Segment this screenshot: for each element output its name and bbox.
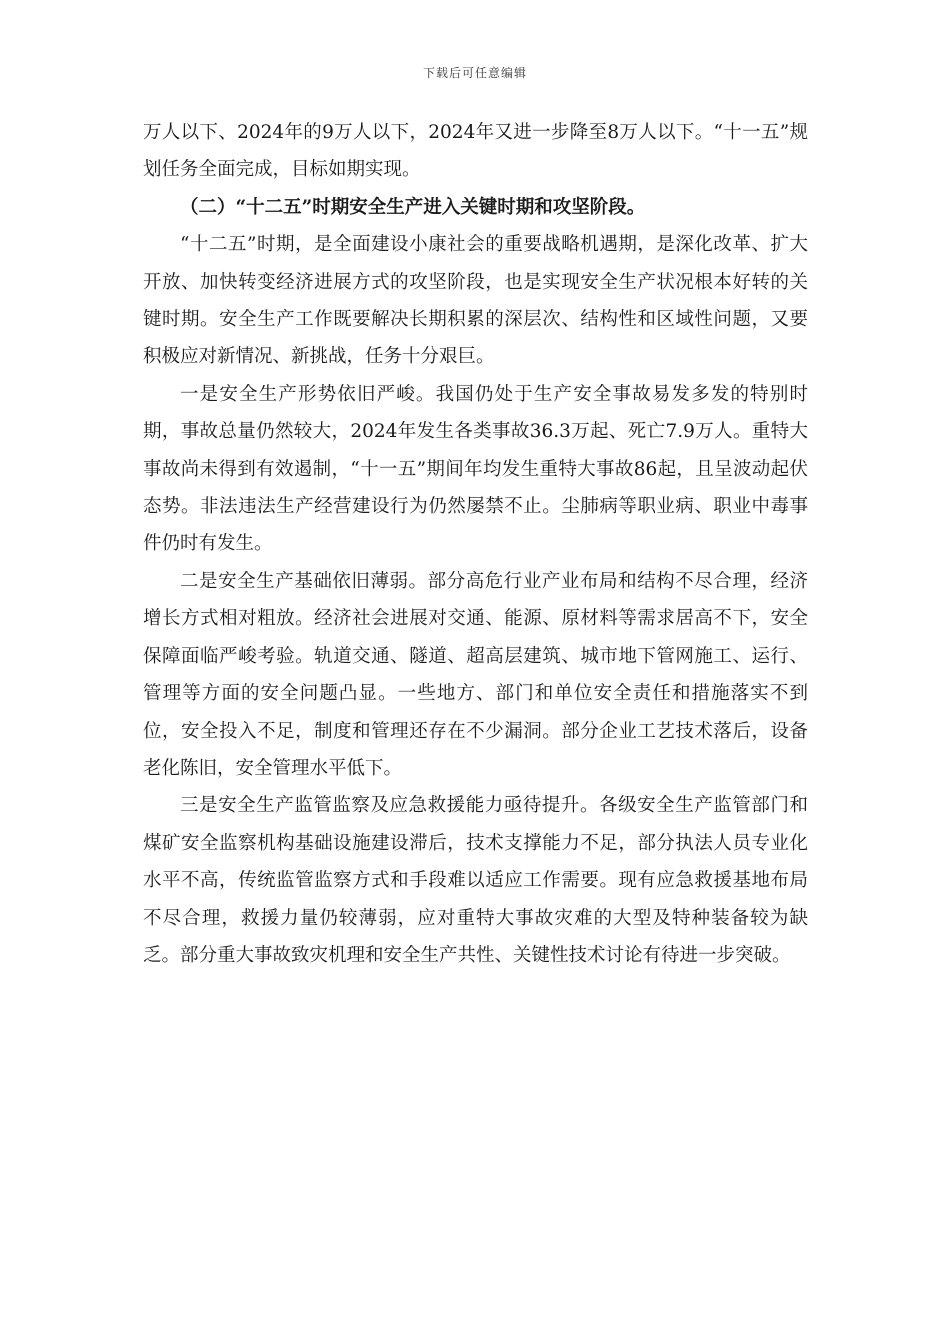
document-body (143, 114, 808, 974)
paragraph-point-one: 一是安全生产形势依旧严峻。我国仍处于生产安全事故易发多发的特别时期，事故总量仍然较大，2024年发生各类事故36.3万起、死亡7.9万人。重特大事故尚未得到有效遏制，“十一五”期间年均发生重特大事故86起，且呈波动起伏态势。非法违法生产经营建设行为仍然屡禁不止。尘肺病等职业病、职业中毒事件仍时有发生。 (143, 383, 808, 555)
paragraph-point-three: 三是安全生产监管监察及应急救援能力亟待提升。各级安全生产监管部门和煤矿安全监察机构基础设施建设滞后，技术支撑能力不足，部分执法人员专业化水平不高，传统监管监察方式和手段难以适应工作需要。现有应急救援基地布局不尽合理，救援力量仍较薄弱，应对重特大事故灾难的大型及特种装备较为缺乏。部分重大事故致灾机理和安全生产共性、关键性技术讨论有待进一步突破。 (143, 795, 808, 966)
paragraph-point-two: 二是安全生产基础依旧薄弱。部分高危行业产业布局和结构不尽合理，经济增长方式相对粗放。经济社会进展对交通、能源、原材料等需求居高不下，安全保障面临严峻考验。轨道交通、隧道、超高层建筑、城市地下管网施工、运行、管理等方面的安全问题凸显。一些地方、部门和单位安全责任和措施落实不到位，安全投入不足，制度和管理还存在不少漏洞。部分企业工艺技术落后，设备老化陈旧，安全管理水平低下。 (143, 570, 808, 779)
page-header-note: 下载后可任意编辑 (422, 66, 527, 80)
section-heading: （二）“十二五”时期安全生产进入关键时期和攻坚阶段。 (180, 196, 646, 218)
paragraph-continuation: 万人以下、2024年的9万人以下，2024年又进一步降至8万人以下。“十一五”规划任务全面完成，目标如期实现。 (143, 122, 808, 181)
paragraph-overview: “十二五”时期，是全面建设小康社会的重要战略机遇期，是深化改革、扩大开放、加快转变经济进展方式的攻坚阶段，也是实现安全生产状况根本好转的关键时期。安全生产工作既要解决长期积累的深层次、结构性和区域性问题，又要积极应对新情况、新挑战，任务十分艰巨。 (143, 234, 808, 368)
